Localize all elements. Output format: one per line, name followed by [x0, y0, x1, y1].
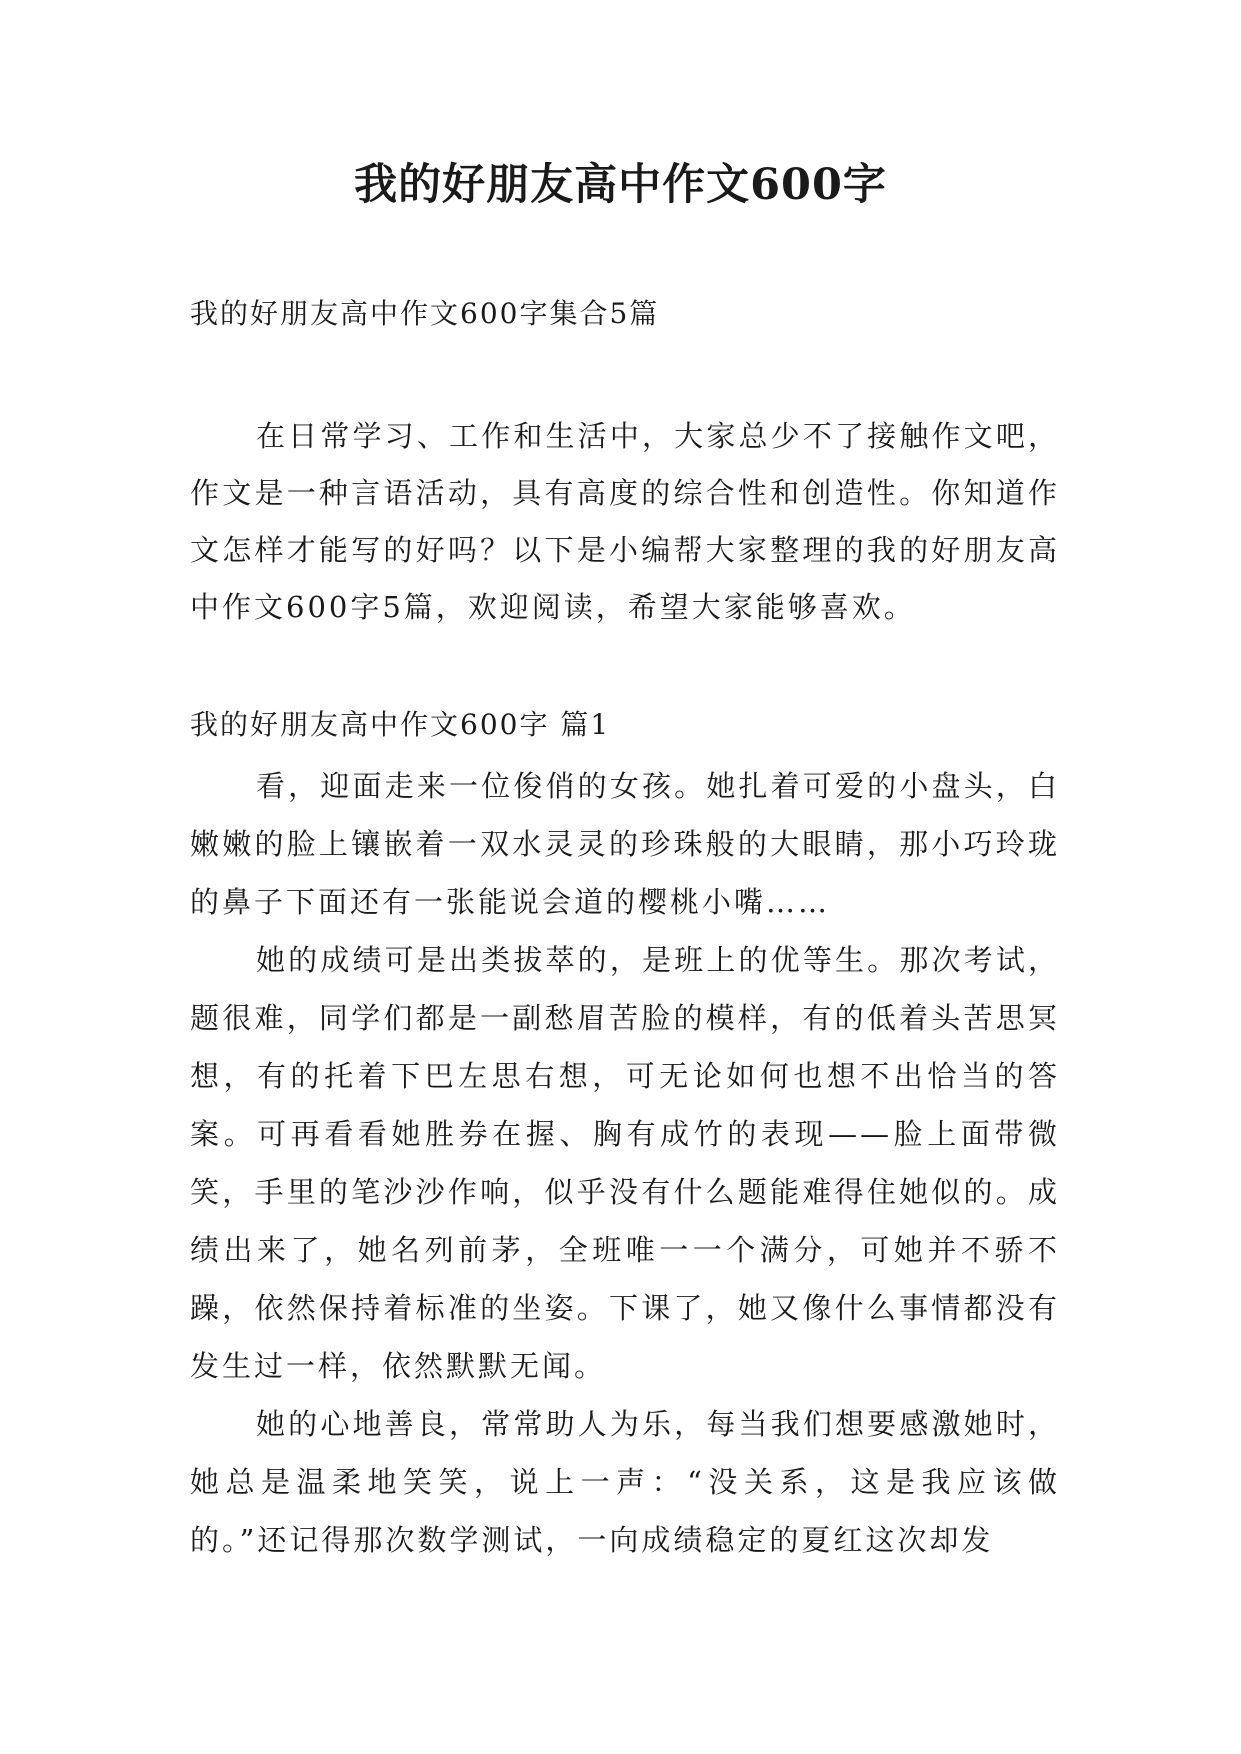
intro-paragraph: 在日常学习、工作和生活中，大家总少不了接触作文吧，作文是一种言语活动，具有高度的综合性和创造性。你知道作文怎样才能写的好吗？以下是小编帮大家整理的我的好朋友高中作文600字5篇，欢迎阅读，希望大家能够喜欢。	[190, 419, 1060, 624]
document-title: 我的好朋友高中作文600字	[354, 160, 887, 210]
essay-paragraph: 看，迎面走来一位俊俏的女孩。她扎着可爱的小盘头，白嫩嫩的脸上镶嵌着一双水灵灵的珍珠般的大眼睛，那小巧玲珑的鼻子下面还有一张能说会道的樱桃小嘴……	[190, 769, 1060, 919]
essay-body	[190, 757, 1060, 1569]
essay-paragraph: 她的心地善良，常常助人为乐，每当我们想要感激她时，她总是温柔地笑笑，说上一声：“没关系，这是我应该做的。”还记得那次数学测试，一向成绩稳定的夏红这次却发	[190, 1407, 1060, 1557]
document-subtitle: 我的好朋友高中作文600字集合5篇	[190, 297, 660, 330]
essay-paragraph: 她的成绩可是出类拔萃的，是班上的优等生。那次考试，题很难，同学们都是一副愁眉苦脸的模样，有的低着头苦思冥想，有的托着下巴左思右想，可无论如何也想不出恰当的答案。可再看看她胜券在握、胸有成竹的表现——脸上面带微笑，手里的笔沙沙作响，似乎没有什么题能难得住她似的。成绩出来了，她名列前茅，全班唯一一个满分，可她并不骄不躁，依然保持着标准的坐姿。下课了，她又像什么事情都没有发生过一样，依然默默无闻。	[190, 943, 1060, 1383]
section-heading: 我的好朋友高中作文600字 篇1	[190, 708, 611, 741]
